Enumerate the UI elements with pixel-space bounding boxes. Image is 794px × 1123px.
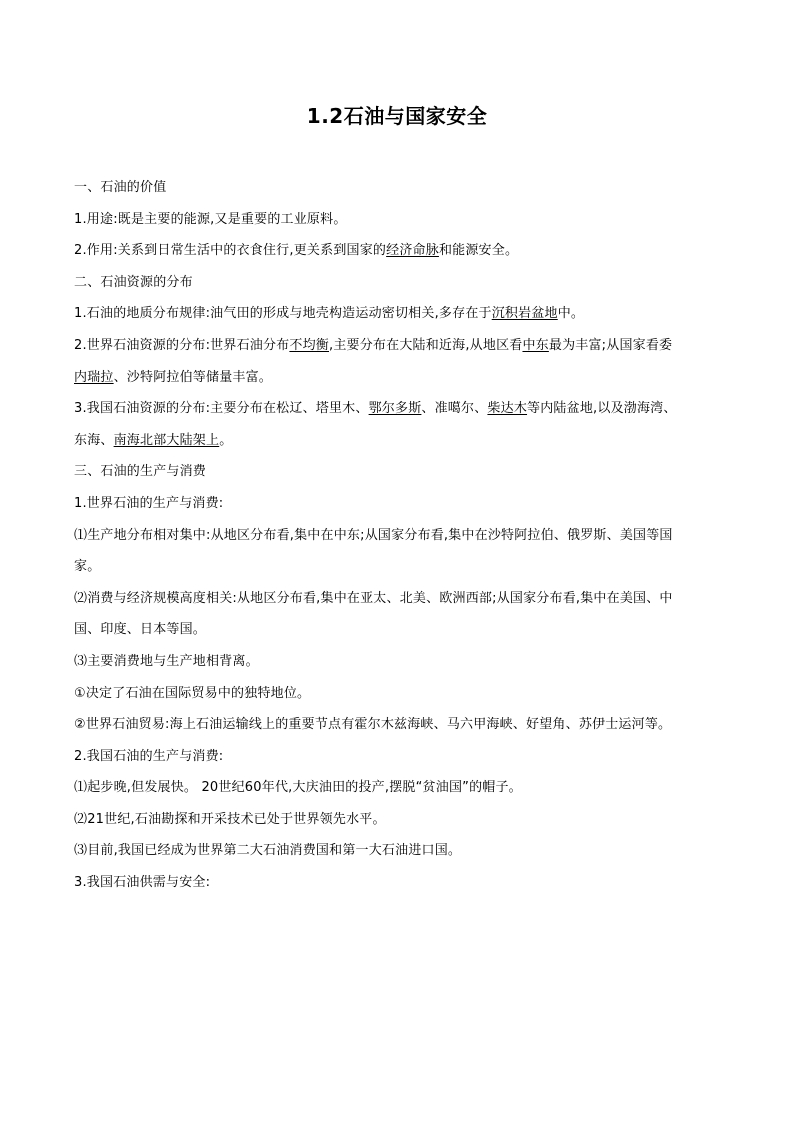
underlined-term: 中东 <box>522 337 549 353</box>
paragraph: ⑵21世纪,石油勘探和开采技术已处于世界领先水平。 <box>74 811 386 827</box>
text-run: 。 <box>219 432 233 448</box>
paragraph: ⑴起步晚,但发展快。 20世纪60年代,大庆油田的投产,摆脱“贫油国”的帽子。 <box>74 780 522 796</box>
underlined-term: 鄂尔多斯 <box>368 401 422 417</box>
paragraph-continuation: 国、印度、日本等国。 <box>74 622 207 638</box>
section-heading: 三、石油的生产与消费 <box>74 464 207 480</box>
paragraph-continuation <box>74 362 724 394</box>
underlined-term: 南海北部大陆架上 <box>113 432 220 448</box>
text-run: 2.世界石油资源的分布:世界石油分布 <box>74 337 290 353</box>
underlined-term: 不均衡 <box>289 337 329 353</box>
section-heading: 二、石油资源的分布 <box>74 274 193 290</box>
paragraph: ②世界石油贸易:海上石油运输线上的重要节点有霍尔木兹海峡、马六甲海峡、好望角、苏伊士运河等。 <box>74 717 672 733</box>
text-run: 1.石油的地质分布规律:油气田的形成与地壳构造运动密切相关,多存在于 <box>74 306 492 322</box>
document-body <box>74 172 724 899</box>
paragraph: ⑶目前,我国已经成为世界第二大石油消费国和第一大石油进口国。 <box>74 843 462 859</box>
text-run: 和能源安全。 <box>438 243 519 259</box>
text-run: 等内陆盆地,以及渤海湾、 <box>527 401 677 417</box>
paragraph <box>74 330 724 362</box>
paragraph: ⑵消费与经济规模高度相关:从地区分布看,集中在亚太、北美、欧洲西部;从国家分布看,集中在美国、中 <box>74 590 673 606</box>
text-run: 2.作用:关系到日常生活中的衣食住行,更关系到国家的 <box>74 243 387 259</box>
paragraph-continuation <box>74 425 724 457</box>
text-run: 中。 <box>557 306 585 322</box>
page-title: 1.2石油与国家安全 <box>306 104 488 128</box>
text-run: 东海、 <box>74 432 114 448</box>
text-run: 最为丰富;从国家看委 <box>548 337 673 353</box>
text-run: 、沙特阿拉伯等储量丰富。 <box>113 369 273 385</box>
paragraph: 3.我国石油供需与安全: <box>74 875 211 891</box>
text-run: ,主要分布在大陆和近海,从地区看 <box>329 337 523 353</box>
paragraph: ⑴生产地分布相对集中:从地区分布看,集中在中东;从国家分布看,集中在沙特阿拉伯、俄罗斯、美国等国 <box>74 527 673 543</box>
underlined-term: 经济命脉 <box>386 243 439 259</box>
underlined-term: 内瑞拉 <box>74 369 114 385</box>
paragraph: 2.我国石油的生产与消费: <box>74 748 224 764</box>
text-run: 3.我国石油资源的分布:主要分布在松辽、塔里木、 <box>74 401 369 417</box>
paragraph <box>74 298 724 330</box>
underlined-term: 柴达木 <box>487 401 528 417</box>
paragraph: 1.用途:既是主要的能源,又是重要的工业原料。 <box>74 211 347 227</box>
text-run: 、准噶尔、 <box>421 401 488 417</box>
underlined-term: 沉积岩盆地 <box>491 306 558 322</box>
paragraph-continuation: 家。 <box>74 559 101 575</box>
section-heading: 一、石油的价值 <box>74 180 167 195</box>
paragraph <box>74 393 724 425</box>
paragraph: ①决定了石油在国际贸易中的独特地位。 <box>74 685 311 701</box>
paragraph: ⑶主要消费地与生产地相背离。 <box>74 653 259 669</box>
paragraph: 1.世界石油的生产与消费: <box>74 495 224 511</box>
paragraph <box>74 235 724 267</box>
